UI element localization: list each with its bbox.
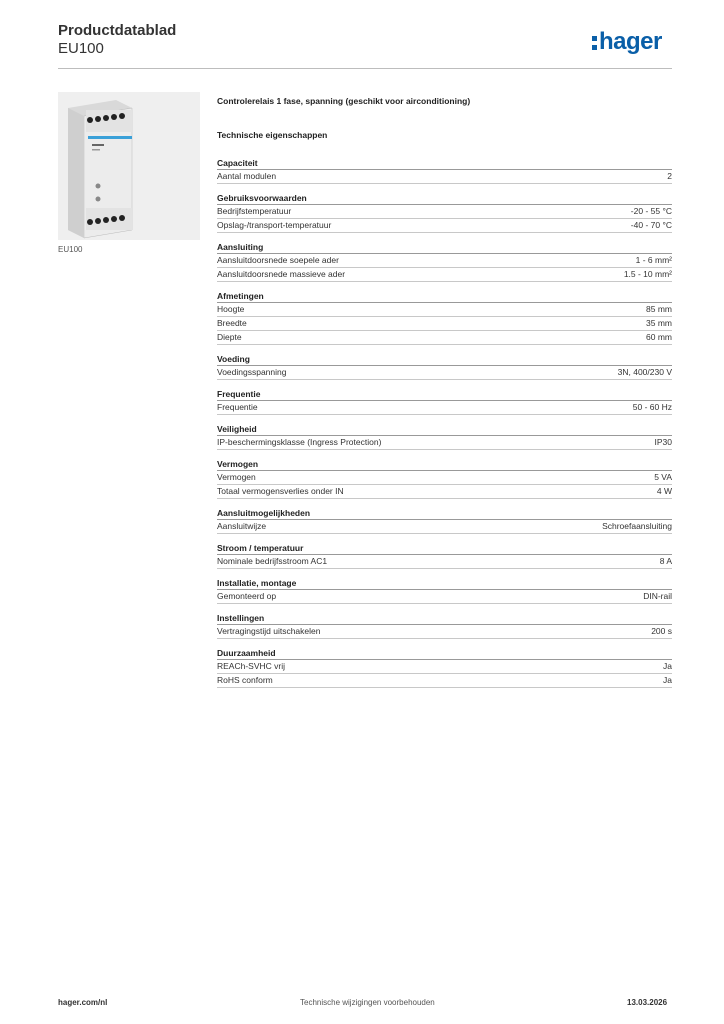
spec-content bbox=[217, 96, 672, 696]
spec-group-title: Gebruiksvoorwaarden bbox=[217, 192, 672, 205]
spec-group bbox=[217, 458, 672, 499]
product-image bbox=[58, 92, 200, 240]
spec-value: 4 W bbox=[656, 486, 672, 496]
footer-website: hager.com/nl bbox=[58, 998, 108, 1007]
logo-colon-icon bbox=[592, 33, 597, 51]
spec-value: 50 - 60 Hz bbox=[632, 402, 672, 412]
spec-label: Breedte bbox=[217, 318, 247, 328]
product-description: Controlerelais 1 fase, spanning (geschikt voor airconditioning) bbox=[217, 96, 471, 106]
spec-label: REACh-SVHC vrij bbox=[217, 661, 286, 671]
spec-group bbox=[217, 577, 672, 604]
spec-value: -20 - 55 °C bbox=[630, 206, 672, 216]
spec-group-title: Duurzaamheid bbox=[217, 647, 672, 660]
spec-value: Ja bbox=[663, 661, 672, 671]
spec-row bbox=[217, 520, 672, 534]
spec-group bbox=[217, 423, 672, 450]
spec-label: Voedingsspanning bbox=[217, 367, 287, 377]
spec-value: 3N, 400/230 V bbox=[617, 367, 672, 377]
spec-label: Bedrijfstemperatuur bbox=[217, 206, 292, 216]
spec-group-title: Aansluiting bbox=[217, 241, 672, 254]
spec-value: 200 s bbox=[651, 626, 672, 636]
spec-group bbox=[217, 507, 672, 534]
spec-label: Aantal modulen bbox=[217, 171, 277, 181]
spec-label: Aansluitdoorsnede soepele ader bbox=[217, 255, 339, 265]
spec-row bbox=[217, 170, 672, 184]
spec-value: IP30 bbox=[654, 437, 672, 447]
product-code: EU100 bbox=[58, 40, 104, 57]
spec-value: Ja bbox=[663, 675, 672, 685]
spec-group bbox=[217, 612, 672, 639]
spec-value: 8 A bbox=[659, 556, 672, 566]
spec-row bbox=[217, 660, 672, 674]
spec-group bbox=[217, 192, 672, 233]
spec-group-title: Voeding bbox=[217, 353, 672, 366]
spec-group-title: Frequentie bbox=[217, 388, 672, 401]
spec-group-title: Capaciteit bbox=[217, 157, 672, 170]
spec-row bbox=[217, 485, 672, 499]
spec-value: 85 mm bbox=[646, 304, 672, 314]
spec-label: Totaal vermogensverlies onder IN bbox=[217, 486, 344, 496]
spec-label: Vertragingstijd uitschakelen bbox=[217, 626, 321, 636]
spec-value: Schroefaansluiting bbox=[602, 521, 672, 531]
spec-value: 35 mm bbox=[646, 318, 672, 328]
spec-label: Frequentie bbox=[217, 402, 258, 412]
spec-group bbox=[217, 353, 672, 380]
section-title: Technische eigenschappen bbox=[217, 130, 328, 140]
image-caption: EU100 bbox=[58, 245, 83, 254]
spec-row bbox=[217, 674, 672, 688]
spec-value: 2 bbox=[667, 171, 672, 181]
spec-group bbox=[217, 241, 672, 282]
spec-label: Vermogen bbox=[217, 472, 256, 482]
spec-group bbox=[217, 388, 672, 415]
spec-row bbox=[217, 366, 672, 380]
spec-row bbox=[217, 331, 672, 345]
spec-label: Gemonteerd op bbox=[217, 591, 277, 601]
spec-row bbox=[217, 205, 672, 219]
spec-groups bbox=[217, 157, 672, 688]
spec-row bbox=[217, 625, 672, 639]
spec-group-title: Veiligheid bbox=[217, 423, 672, 436]
spec-row bbox=[217, 555, 672, 569]
spec-label: Hoogte bbox=[217, 304, 245, 314]
spec-row bbox=[217, 317, 672, 331]
spec-row bbox=[217, 268, 672, 282]
page-title: Productdatablad bbox=[58, 22, 177, 39]
spec-value: 1.5 - 10 mm² bbox=[623, 269, 672, 279]
spec-row bbox=[217, 303, 672, 317]
spec-value: 1 - 6 mm² bbox=[635, 255, 672, 265]
spec-label: Opslag-/transport-temperatuur bbox=[217, 220, 332, 230]
spec-value: 60 mm bbox=[646, 332, 672, 342]
spec-row bbox=[217, 590, 672, 604]
spec-label: RoHS conform bbox=[217, 675, 273, 685]
spec-row bbox=[217, 254, 672, 268]
spec-group-title: Aansluitmogelijkheden bbox=[217, 507, 672, 520]
spec-label: Diepte bbox=[217, 332, 242, 342]
spec-group bbox=[217, 542, 672, 569]
spec-row bbox=[217, 219, 672, 233]
spec-value: 5 VA bbox=[654, 472, 672, 482]
spec-group-title: Stroom / temperatuur bbox=[217, 542, 672, 555]
spec-label: Aansluitwijze bbox=[217, 521, 267, 531]
spec-label: Nominale bedrijfsstroom AC1 bbox=[217, 556, 328, 566]
spec-value: DIN-rail bbox=[643, 591, 672, 601]
spec-row bbox=[217, 401, 672, 415]
spec-group-title: Installatie, montage bbox=[217, 577, 672, 590]
logo-text: hager bbox=[599, 28, 662, 55]
spec-group-title: Instellingen bbox=[217, 612, 672, 625]
spec-group bbox=[217, 157, 672, 184]
hager-logo bbox=[592, 28, 662, 56]
spec-group-title: Afmetingen bbox=[217, 290, 672, 303]
spec-value: -40 - 70 °C bbox=[630, 220, 672, 230]
spec-group bbox=[217, 647, 672, 688]
spec-label: IP-beschermingsklasse (Ingress Protection) bbox=[217, 437, 382, 447]
spec-row bbox=[217, 436, 672, 450]
footer-date: 13.03.2026 bbox=[627, 998, 668, 1007]
spec-group bbox=[217, 290, 672, 345]
spec-group-title: Vermogen bbox=[217, 458, 672, 471]
footer-disclaimer: Technische wijzigingen voorbehouden bbox=[300, 998, 435, 1007]
spec-row bbox=[217, 471, 672, 485]
header-divider bbox=[58, 68, 672, 69]
spec-label: Aansluitdoorsnede massieve ader bbox=[217, 269, 346, 279]
